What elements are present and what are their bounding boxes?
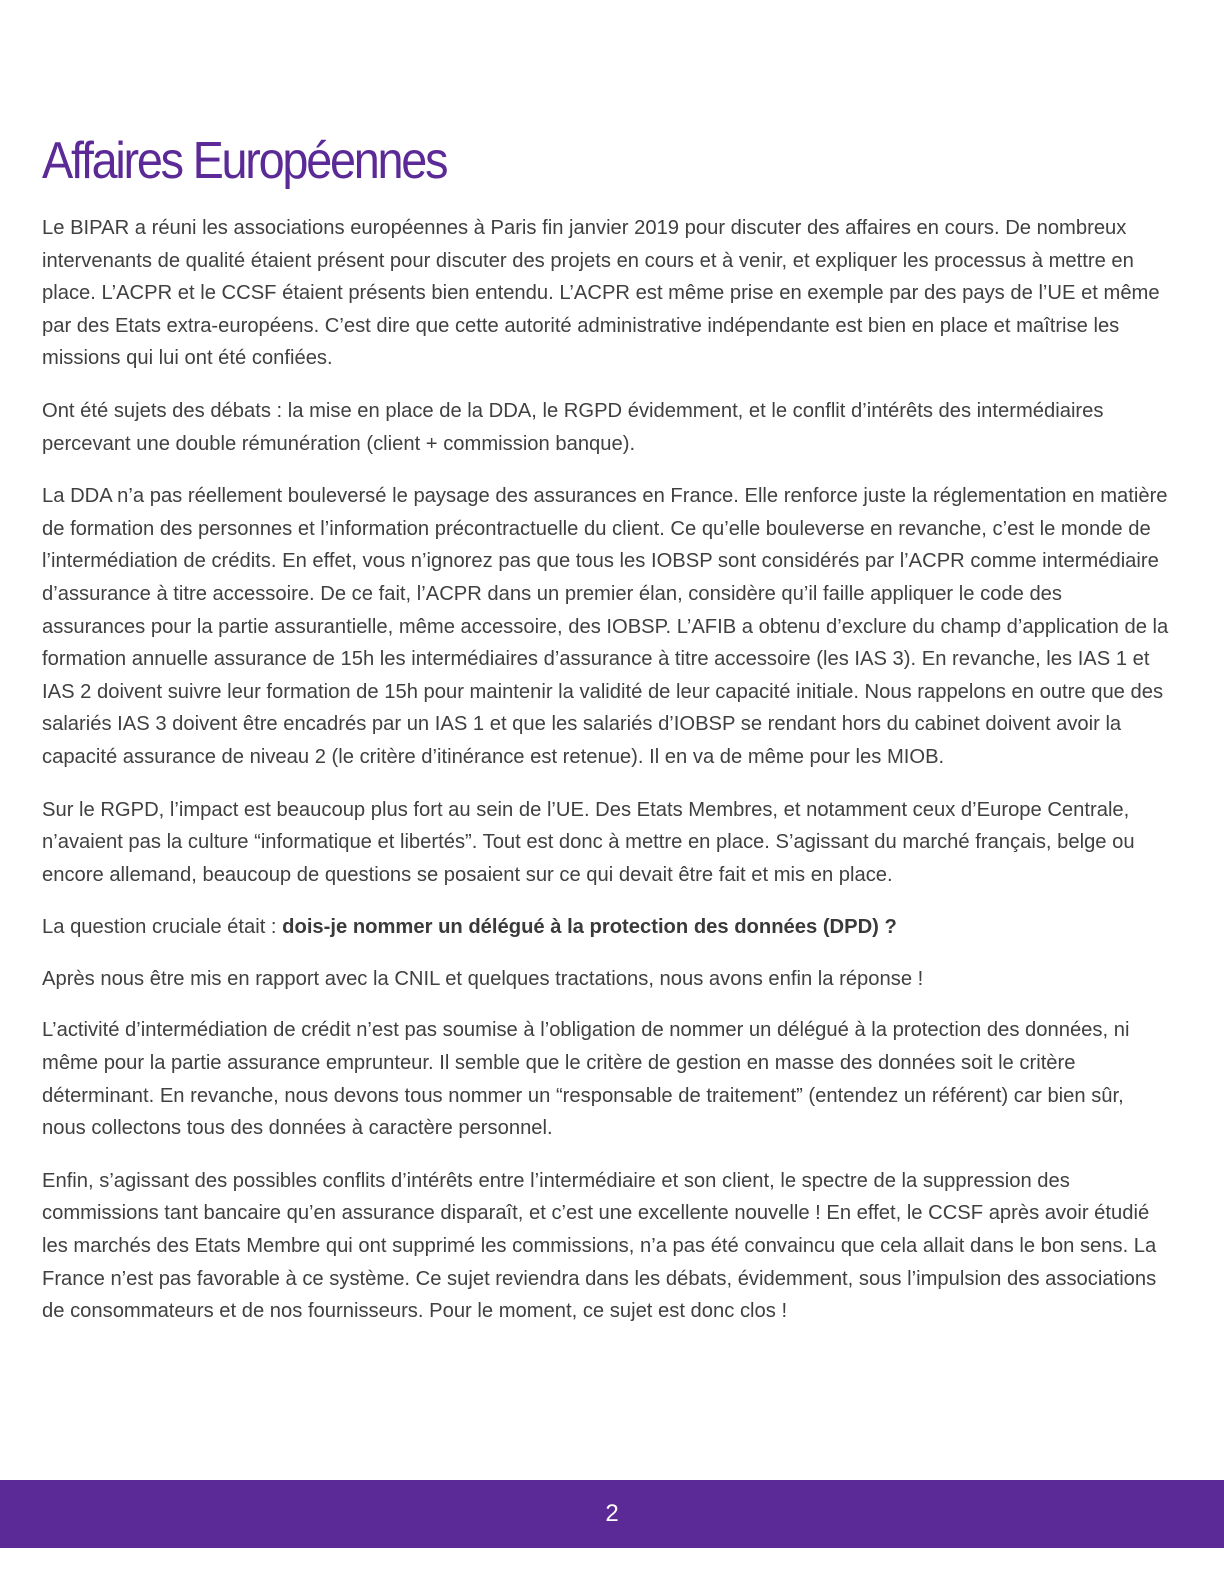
question-bold: dois-je nommer un délégué à la protection des données (DPD) ? xyxy=(282,916,897,939)
page-title: Affaires Européennes xyxy=(42,132,447,190)
page-number: 2 xyxy=(605,1500,619,1527)
paragraph-dpd-answer: L’activité d’intermédiation de crédit n’est pas soumise à l’obligation de nommer un délégué à la protection des données, ni même pour la partie assurance emprunteur. Il semble que le critère de gestion en masse des données soit le critère déterminant. En revanche, nous devons tous nommer un “responsable de traitement” (entendez un référent) car bien sûr, nous collectons tous des données à caractère personnel. xyxy=(42,1019,1130,1140)
paragraph-answer-intro: Après nous être mis en rapport avec la CNIL et quelques tractations, nous avons enfin la réponse ! xyxy=(42,967,924,990)
footer-bar xyxy=(0,1480,1224,1548)
question-prefix: La question cruciale était : xyxy=(42,916,283,939)
paragraph-intro: Le BIPAR a réuni les associations européennes à Paris fin janvier 2019 pour discuter des affaires en cours. De nombreux intervenants de qualité étaient présent pour discuter des projets en cours et à venir, et expliquer les processus à mettre en place. L’ACPR et le CCSF étaient présents bien entendu. L’ACPR est même prise en exemple par des pays de l’UE et même par des Etats extra-européens. C’est dire que cette autorité administrative indépendante est bien en place et maîtrise les missions qui lui ont été confiées. xyxy=(42,217,1160,370)
paragraph-debate-topics: Ont été sujets des débats : la mise en place de la DDA, le RGPD évidemment, et le conflit d’intérêts des intermédiaires percevant une double rémunération (client + commission banque). xyxy=(42,399,1104,455)
paragraph-conflicts: Enfin, s’agissant des possibles conflits d’intérêts entre l’intermédiaire et son client, le spectre de la suppression des commissions tant bancaire qu’en assurance disparaît, et c’est une excellente nouvelle ! En effet, le CCSF après avoir étudié les marchés des Etats Membre qui ont supprimé les commissions, n’a pas été convaincu que cela allait dans le bon sens. La France n’est pas favorable à ce système. Ce sujet reviendra dans les débats, évidemment, sous l’impulsion des associations de consommateurs et de nos fournisseurs. Pour le moment, ce sujet est donc clos ! xyxy=(42,1169,1157,1323)
paragraph-question xyxy=(42,911,1170,944)
paragraph-rgpd: Sur le RGPD, l’impact est beaucoup plus fort au sein de l’UE. Des Etats Membres, et notamment ceux d’Europe Centrale, n’avaient pas la culture “informatique et libertés”. Tout est donc à mettre en place. S’agissant du marché français, belge ou encore allemand, beaucoup de questions se posaient sur ce qui devait être fait et mis en place. xyxy=(42,798,1135,886)
page-content xyxy=(42,124,1170,1348)
paragraph-dda: La DDA n’a pas réellement bouleversé le paysage des assurances en France. Elle renforce juste la réglementation en matière de formation des personnes et l’information précontractuelle du client. Ce qu’elle bouleverse en revanche, c’est le monde de l’intermédiation de crédits. En effet, vous n’ignorez pas que tous les IOBSP sont considérés par l’ACPR comme intermédiaire d’assurance à titre accessoire. De ce fait, l’ACPR dans un premier élan, considère qu’il faille appliquer le code des assurances pour la partie assurantielle, même accessoire, des IOBSP. L’AFIB a obtenu d’exclure du champ d’application de la formation annuelle assurance de 15h les intermédiaires d’assurance à titre accessoire (les IAS 3). En revanche, les IAS 1 et IAS 2 doivent suivre leur formation de 15h pour maintenir la validité de leur capacité initiale. Nous rappelons en outre que des salariés IAS 3 doivent être encadrés par un IAS 1 et que les salariés d’IOBSP se rendant hors du cabinet doivent avoir la capacité assurance de niveau 2 (le critère d’itinérance est retenue). Il en va de même pour les MIOB. xyxy=(42,485,1169,768)
